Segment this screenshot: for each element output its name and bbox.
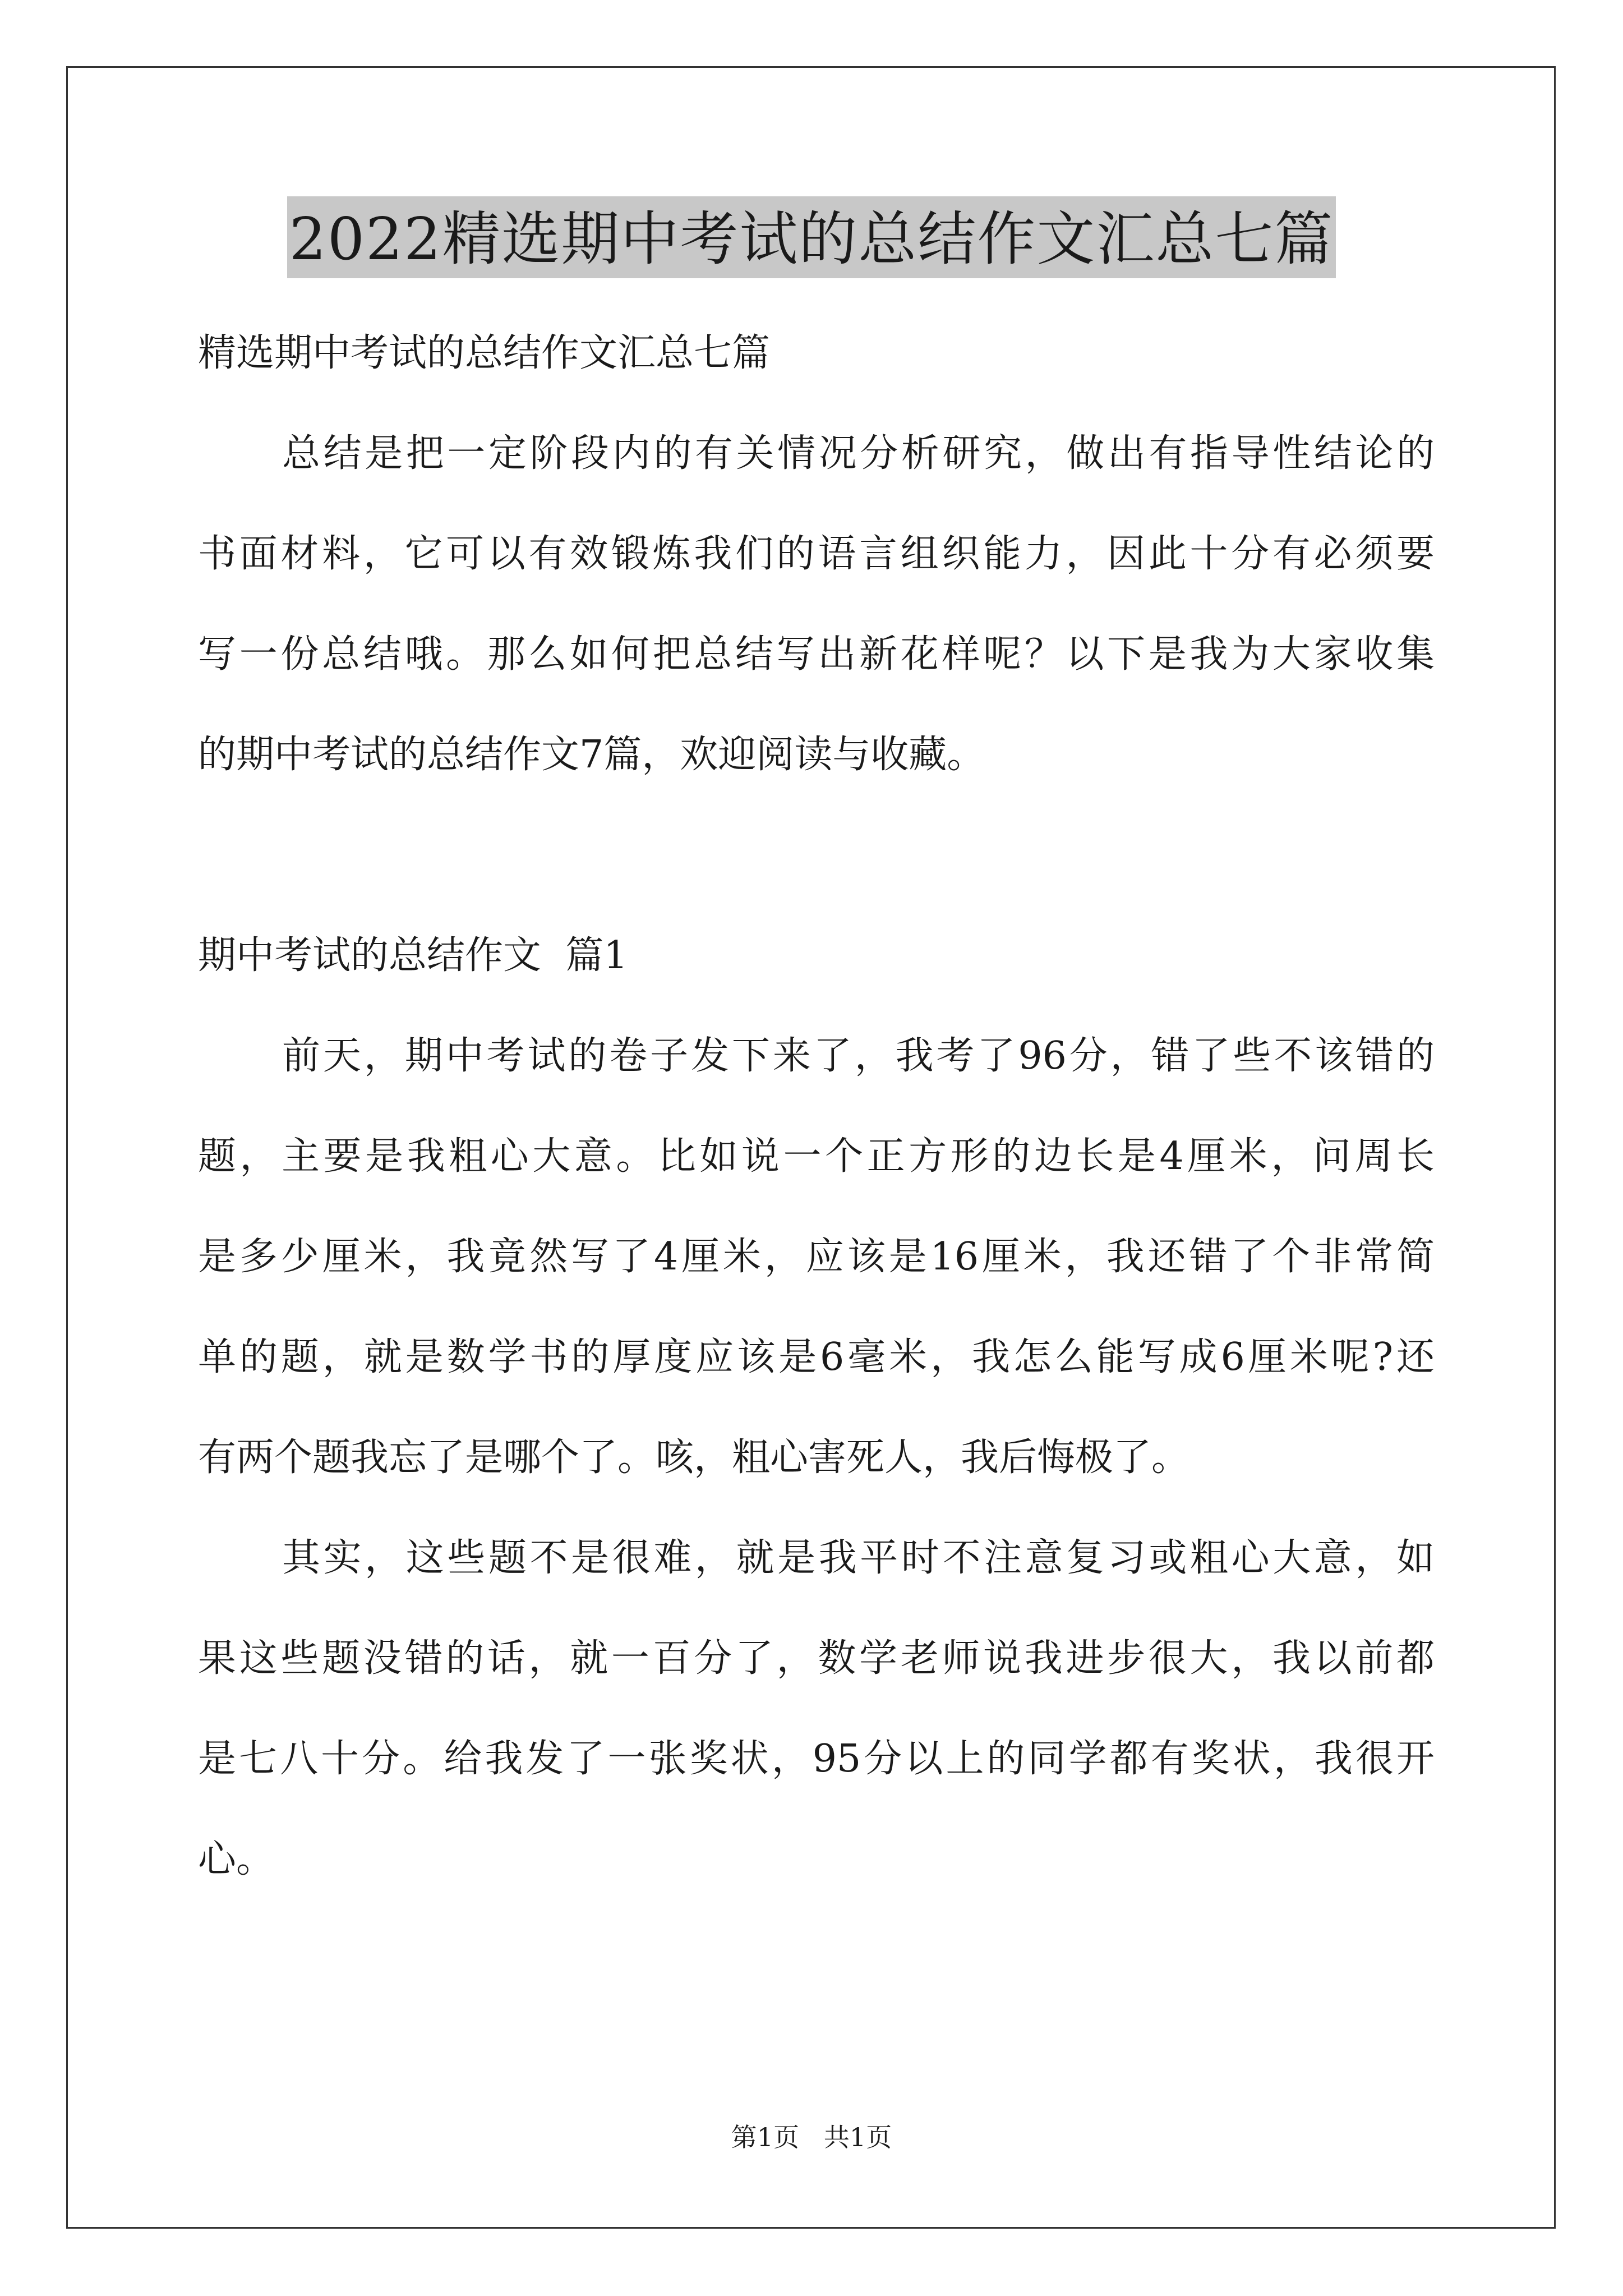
spacer [198,805,1435,905]
paragraph-line: 总结是把一定阶段内的有关情况分析研究，做出有指导性结论的 [282,431,1435,476]
paragraph-line: 心。 [198,1837,275,1881]
document-body [198,303,1435,1910]
section-heading: 期中考试的总结作文 篇1 [198,933,628,978]
intro-paragraph [198,403,1435,805]
paragraph-line: 的期中考试的总结作文7篇，欢迎阅读与收藏。 [198,733,985,777]
page-footer: 第1页 共1页 [731,2122,892,2152]
paragraph-line: 是七八十分。给我发了一张奖状，95分以上的同学都有奖状，我很开 [198,1737,1435,1781]
paragraph-line: 其实，这些题不是很难，就是我平时不注意复习或粗心大意，如 [282,1536,1435,1580]
paragraph-line: 有两个题我忘了是哪个了。咳，粗心害死人，我后悔极了。 [198,1435,1190,1480]
paragraph-line: 写一份总结哦。那么如何把总结写出新花样呢？以下是我为大家收集 [198,632,1435,677]
body-paragraph-2 [198,1508,1435,1910]
paragraph-line: 是多少厘米，我竟然写了4厘米，应该是16厘米，我还错了个非常简 [198,1235,1435,1279]
paragraph-line: 果这些题没错的话，就一百分了，数学老师说我进步很大，我以前都 [198,1636,1435,1681]
subtitle: 精选期中考试的总结作文汇总七篇 [198,331,771,375]
body-paragraph-1 [198,1006,1435,1508]
document-title: 2022精选期中考试的总结作文汇总七篇 [287,196,1336,278]
paragraph-line: 书面材料，它可以有效锻炼我们的语言组织能力，因此十分有必须要 [198,532,1435,576]
paragraph-line: 单的题，就是数学书的厚度应该是6毫米，我怎么能写成6厘米呢?还 [198,1335,1435,1379]
paragraph-line: 前天，期中考试的卷子发下来了，我考了96分，错了些不该错的 [282,1034,1435,1078]
title-container [0,196,1623,278]
paragraph-line: 题，主要是我粗心大意。比如说一个正方形的边长是4厘米，问周长 [198,1134,1435,1179]
